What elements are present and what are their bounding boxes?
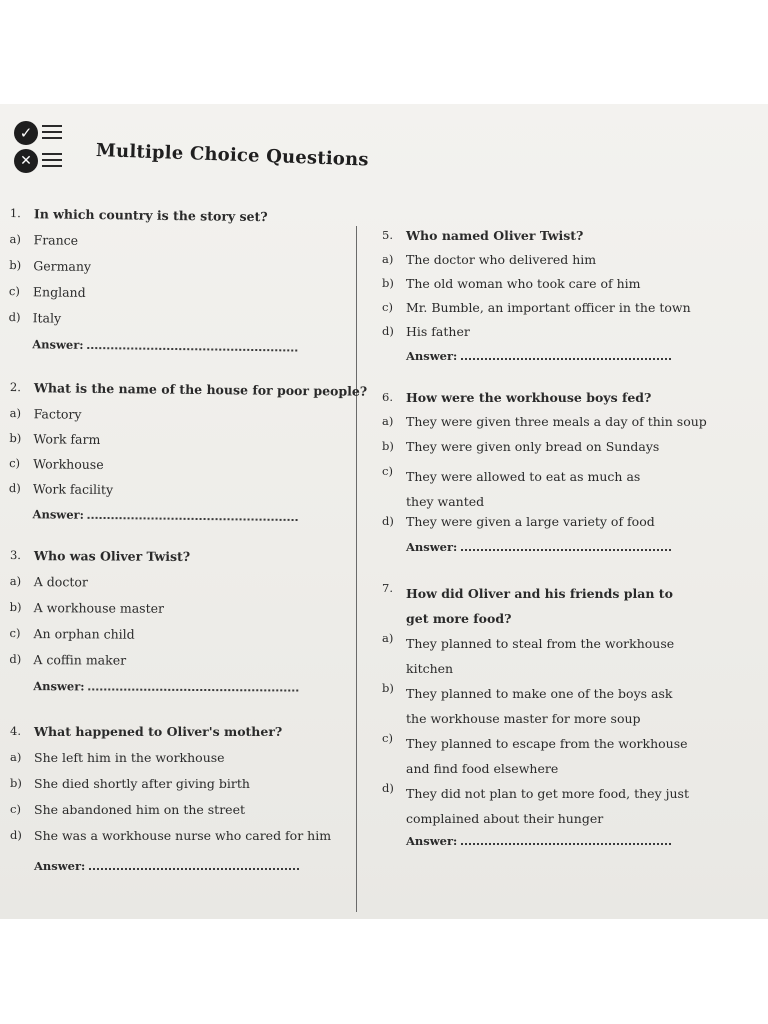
answer-dots[interactable] <box>89 680 299 691</box>
option-text: Italy <box>32 310 62 326</box>
option-key: c) <box>9 625 21 641</box>
option-a[interactable] <box>382 414 712 439</box>
question-5 <box>382 228 712 386</box>
left-column <box>8 206 368 884</box>
option-key: a) <box>9 573 22 589</box>
column-divider <box>356 226 357 912</box>
option-d[interactable] <box>382 514 712 539</box>
page-title: Multiple Choice Questions <box>95 140 370 171</box>
answer-label: Answer: <box>406 349 458 363</box>
option-key: b) <box>9 257 22 273</box>
option-text: They planned to make one of the boys ask the workhouse master for more soup <box>406 686 673 726</box>
option-key: a) <box>382 414 394 428</box>
option-text: England <box>32 284 86 300</box>
option-text: Factory <box>33 406 82 422</box>
cross-circle-icon: ✕ <box>14 149 38 173</box>
option-key: b) <box>9 599 22 615</box>
answer-label: Answer: <box>34 859 86 873</box>
option-b[interactable] <box>10 776 340 802</box>
question-3 <box>9 548 340 726</box>
option-key: d) <box>8 309 21 325</box>
option-key: c) <box>382 464 393 478</box>
answer-line[interactable] <box>10 858 340 884</box>
option-key: b) <box>382 439 394 453</box>
option-key: c) <box>8 283 20 299</box>
option-b[interactable] <box>10 600 340 628</box>
option-key: b) <box>9 430 22 446</box>
question-number: 7. <box>382 581 393 595</box>
option-c[interactable] <box>382 300 712 324</box>
check-circle-icon: ✓ <box>14 121 38 145</box>
option-d[interactable] <box>10 828 340 858</box>
question-text: Who named Oliver Twist? <box>406 228 584 243</box>
option-key: a) <box>10 750 22 764</box>
right-column <box>382 228 712 859</box>
checklist-icon <box>14 118 68 174</box>
option-key: d) <box>10 828 22 842</box>
question-text: How were the workhouse boys fed? <box>406 390 652 405</box>
question-text: In which country is the story set? <box>33 206 268 225</box>
answer-label: Answer: <box>406 540 458 554</box>
option-text: His father <box>406 324 470 339</box>
option-text: They planned to steal from the workhouse kitchen <box>406 636 675 676</box>
option-key: a) <box>9 231 22 247</box>
question-7 <box>382 581 712 859</box>
option-text: Mr. Bumble, an important officer in the town <box>406 300 691 315</box>
answer-label: Answer: <box>406 834 458 848</box>
option-key: a) <box>9 405 22 421</box>
option-text: The doctor who delivered him <box>406 252 597 267</box>
option-a[interactable] <box>9 232 339 262</box>
option-key: d) <box>9 651 22 667</box>
option-d[interactable] <box>8 310 338 340</box>
question-text: Who was Oliver Twist? <box>33 548 191 564</box>
option-text: A workhouse master <box>33 600 165 616</box>
option-a[interactable] <box>382 631 712 681</box>
answer-dots[interactable] <box>461 541 671 551</box>
option-text: Work farm <box>33 431 101 447</box>
option-b[interactable] <box>382 681 712 731</box>
question-number: 6. <box>382 390 393 404</box>
option-key: c) <box>9 455 21 471</box>
option-text: The old woman who took care of him <box>406 276 641 291</box>
option-c[interactable] <box>382 464 712 514</box>
option-key: b) <box>382 681 394 695</box>
option-text: A doctor <box>33 574 88 590</box>
option-c[interactable] <box>9 626 339 654</box>
option-text: They were allowed to eat as much as they wanted <box>406 469 641 509</box>
answer-line[interactable] <box>8 336 339 384</box>
option-a[interactable] <box>9 406 339 434</box>
option-b[interactable] <box>9 258 339 288</box>
option-d[interactable] <box>382 324 712 348</box>
option-text: They were given three meals a day of thin soup <box>406 414 707 429</box>
question-number: 3. <box>9 548 21 563</box>
answer-dots[interactable] <box>461 835 671 845</box>
option-key: a) <box>382 631 394 645</box>
question-number: 4. <box>10 724 21 738</box>
worksheet-page <box>0 104 768 919</box>
question-number: 1. <box>9 206 21 221</box>
option-text: They were given only bread on Sundays <box>406 439 660 454</box>
option-text: Workhouse <box>33 456 104 472</box>
list-lines-icon <box>42 153 62 171</box>
option-key: a) <box>382 252 394 266</box>
answer-dots[interactable] <box>461 350 671 360</box>
answer-line[interactable] <box>382 539 712 581</box>
question-1 <box>8 206 340 384</box>
option-c[interactable] <box>10 802 340 828</box>
option-text: They were given a large variety of food <box>406 514 655 529</box>
question-text: What happened to Oliver's mother? <box>34 724 283 739</box>
question-number: 2. <box>9 380 21 395</box>
option-key: d) <box>382 781 394 795</box>
question-text: How did Oliver and his friends plan to get more food? <box>406 586 673 626</box>
question-4 <box>10 724 340 884</box>
answer-label: Answer: <box>32 337 84 352</box>
option-key: d) <box>382 324 394 338</box>
answer-label: Answer: <box>32 507 84 522</box>
option-key: d) <box>382 514 394 528</box>
option-a[interactable] <box>382 252 712 276</box>
option-c[interactable] <box>9 284 339 314</box>
option-text: Germany <box>33 258 92 274</box>
answer-dots[interactable] <box>89 860 299 870</box>
option-key: c) <box>382 300 393 314</box>
option-text: She was a workhouse nurse who cared for him <box>34 828 332 843</box>
question-6 <box>382 390 712 581</box>
option-key: d) <box>8 480 21 496</box>
question-number: 5. <box>382 228 393 242</box>
answer-label: Answer: <box>33 679 85 694</box>
answer-line[interactable] <box>382 348 712 386</box>
option-b[interactable] <box>9 431 339 459</box>
question-2 <box>8 380 368 551</box>
option-text: Work facility <box>32 481 114 498</box>
option-c[interactable] <box>382 731 712 781</box>
section-header <box>14 118 374 174</box>
option-text: France <box>33 232 79 248</box>
option-text: An orphan child <box>33 626 135 642</box>
list-lines-icon <box>42 125 62 143</box>
option-text: A coffin maker <box>33 652 127 668</box>
option-b[interactable] <box>382 276 712 300</box>
option-key: b) <box>382 276 394 290</box>
answer-dots[interactable] <box>88 339 298 352</box>
option-b[interactable] <box>382 439 712 464</box>
option-c[interactable] <box>9 456 339 484</box>
option-key: b) <box>10 776 22 790</box>
option-text: They planned to escape from the workhouse and find food elsewhere <box>406 736 688 776</box>
option-text: She died shortly after giving birth <box>34 776 250 791</box>
answer-line[interactable] <box>8 506 338 551</box>
answer-dots[interactable] <box>88 509 298 521</box>
option-key: c) <box>382 731 393 745</box>
answer-line[interactable] <box>9 678 339 726</box>
option-d[interactable] <box>9 652 339 680</box>
option-a[interactable] <box>10 750 340 776</box>
option-text: She left him in the workhouse <box>34 750 225 765</box>
question-text: What is the name of the house for poor people? <box>33 380 368 399</box>
option-a[interactable] <box>10 574 340 602</box>
option-d[interactable] <box>9 481 339 509</box>
answer-line[interactable] <box>382 833 712 859</box>
option-text: They did not plan to get more food, they just complained about their hunger <box>406 786 689 826</box>
option-text: She abandoned him on the street <box>34 802 245 817</box>
option-d[interactable] <box>382 781 712 831</box>
option-key: c) <box>10 802 21 816</box>
